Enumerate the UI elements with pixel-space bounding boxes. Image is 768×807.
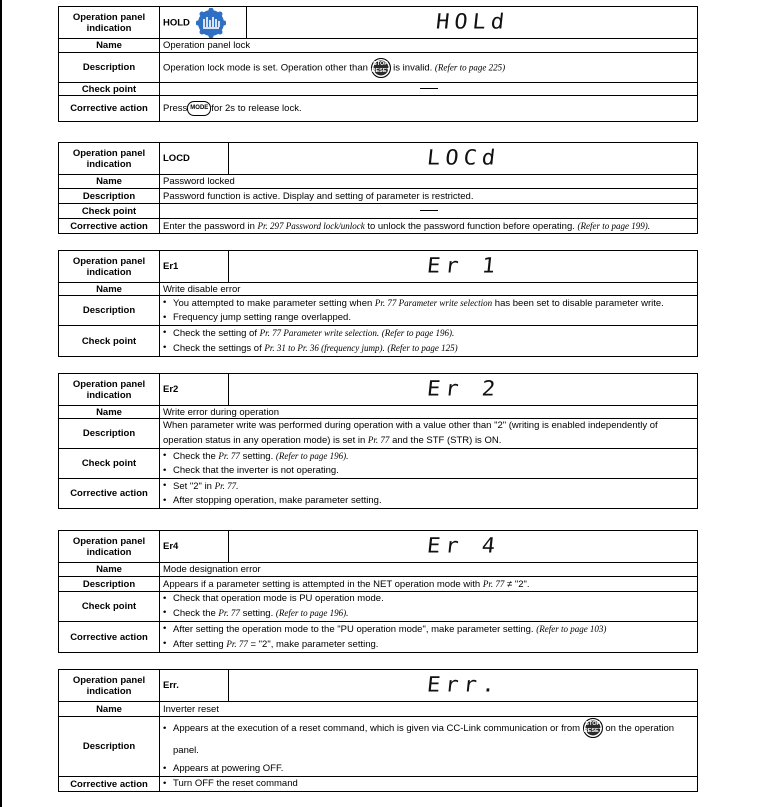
stop-reset-key-icon: STOP RESET — [583, 718, 603, 738]
code-text: Er2 — [160, 374, 229, 406]
corrective-action-value: Enter the password in Pr. 297 Password lock/unlock to unlock the password function before operating. (Refer to page 199). — [160, 219, 698, 234]
panel-display: Er 2 — [229, 374, 698, 406]
label-description: Description — [59, 53, 160, 83]
error-table-err — [58, 669, 698, 792]
panel-display: Er 1 — [229, 251, 698, 283]
name-value: Mode designation error — [160, 563, 698, 577]
name-value: Inverter reset — [160, 702, 698, 717]
check-point-value — [160, 449, 698, 479]
mode-key-icon: MODE — [187, 101, 211, 116]
label-operation-panel: Operation panel indication — [59, 251, 160, 283]
name-value: Write disable error — [160, 283, 698, 296]
label-name: Name — [59, 406, 160, 419]
name-value: Write error during operation — [160, 406, 698, 419]
check-bullet: • Check the Pr. 77 setting. (Refer to page 196). — [163, 606, 694, 621]
label-operation-panel: Operation panel indication — [59, 531, 160, 563]
label-corrective-action: Corrective action — [59, 777, 160, 792]
check-bullet: • Check the setting of Pr. 77 Parameter write selection. (Refer to page 196). — [163, 326, 694, 341]
label-corrective-action: Corrective action — [59, 479, 160, 509]
action-bullet: • After stopping operation, make parameter setting. — [163, 494, 694, 508]
check-point-value — [160, 592, 698, 622]
code-text: Er4 — [160, 531, 229, 563]
check-bullet: • Check the settings of Pr. 31 to Pr. 36 (frequency jump). (Refer to page 125) — [163, 341, 694, 356]
code-cell — [160, 7, 247, 39]
label-check-point: Check point — [59, 204, 160, 219]
description-value: Appears if a parameter setting is attempted in the NET operation mode with Pr. 77 ≠ "2". — [160, 577, 698, 592]
label-description: Description — [59, 717, 160, 777]
label-description: Description — [59, 419, 160, 449]
description-bullet: • Frequency jump setting range overlapped. — [163, 311, 694, 325]
corrective-action-value: Press MODE for 2s to release lock. — [160, 96, 698, 122]
label-check-point: Check point — [59, 83, 160, 96]
label-corrective-action: Corrective action — [59, 96, 160, 122]
code-text: Err. — [160, 670, 229, 702]
action-bullet: • Turn OFF the reset command — [163, 777, 694, 791]
action-bullet: • Set "2" in Pr. 77. — [163, 479, 694, 494]
name-value: Password locked — [160, 175, 698, 189]
check-point-value — [160, 83, 698, 96]
error-table-er1 — [58, 250, 698, 357]
stop-reset-key-icon: STOP RESET — [371, 58, 391, 78]
label-name: Name — [59, 563, 160, 577]
corrective-action-value — [160, 622, 698, 653]
description-value — [160, 296, 698, 326]
dash-mark — [420, 88, 438, 89]
check-bullet: • Check that operation mode is PU operation mode. — [163, 592, 694, 606]
corrective-action-value — [160, 777, 698, 792]
name-value: Operation panel lock — [160, 39, 698, 53]
label-description: Description — [59, 296, 160, 326]
error-table-er4 — [58, 530, 698, 653]
description-bullet: • You attempted to make parameter setting when Pr. 77 Parameter write selection has been set to disable parameter write. — [163, 296, 694, 311]
label-name: Name — [59, 39, 160, 53]
check-bullet: • Check that the inverter is not operating. — [163, 464, 694, 478]
description-value: Password function is active. Display and setting of parameter is restricted. — [160, 189, 698, 204]
error-table-hold — [58, 6, 698, 122]
description-bullet: • Appears at the execution of a reset command, which is given via CC-Link communication or from STOP RESET on the operation panel. — [163, 718, 694, 762]
panel-display: Err. — [229, 670, 698, 702]
description-value — [160, 717, 698, 777]
dash-mark — [420, 210, 438, 211]
label-operation-panel: Operation panel indication — [59, 670, 160, 702]
label-name: Name — [59, 702, 160, 717]
description-value: Operation lock mode is set. Operation other than STOP RESET is invalid. (Refer to page 225) — [160, 53, 698, 83]
error-table-locd — [58, 142, 698, 234]
description-bullet: • Appears at powering OFF. — [163, 762, 694, 776]
corrective-action-value — [160, 479, 698, 509]
code-text: HOLD — [163, 17, 190, 29]
label-check-point: Check point — [59, 592, 160, 622]
label-description: Description — [59, 577, 160, 592]
label-operation-panel: Operation panel indication — [59, 374, 160, 406]
action-bullet: • After setting Pr. 77 = "2", make parameter setting. — [163, 637, 694, 652]
label-check-point: Check point — [59, 326, 160, 357]
code-text: LOCD — [160, 143, 229, 175]
label-corrective-action: Corrective action — [59, 219, 160, 234]
label-description: Description — [59, 189, 160, 204]
label-corrective-action: Corrective action — [59, 622, 160, 653]
label-operation-panel: Operation panel indication — [59, 7, 160, 39]
label-name: Name — [59, 175, 160, 189]
action-bullet: • After setting the operation mode to the "PU operation mode", make parameter setting. (Refer to page 103) — [163, 622, 694, 637]
label-check-point: Check point — [59, 449, 160, 479]
panel-display: Er 4 — [229, 531, 698, 563]
label-name: Name — [59, 283, 160, 296]
check-point-value — [160, 204, 698, 219]
panel-display: LOCd — [229, 143, 698, 175]
description-value: When parameter write was performed during operation with a value other than "2" (writing is enabled independently of operation status in any operation mode) is set in Pr. 77 and the STF (STR) is ON. — [160, 419, 698, 449]
label-operation-panel: Operation panel indication — [59, 143, 160, 175]
code-text: Er1 — [160, 251, 229, 283]
check-bullet: • Check the Pr. 77 setting. (Refer to page 196). — [163, 449, 694, 464]
page-left-edge-line — [0, 0, 2, 807]
check-point-value — [160, 326, 698, 357]
operation-lock-badge-icon — [196, 8, 226, 38]
error-table-er2 — [58, 373, 698, 509]
panel-display: HOLd — [247, 7, 698, 39]
